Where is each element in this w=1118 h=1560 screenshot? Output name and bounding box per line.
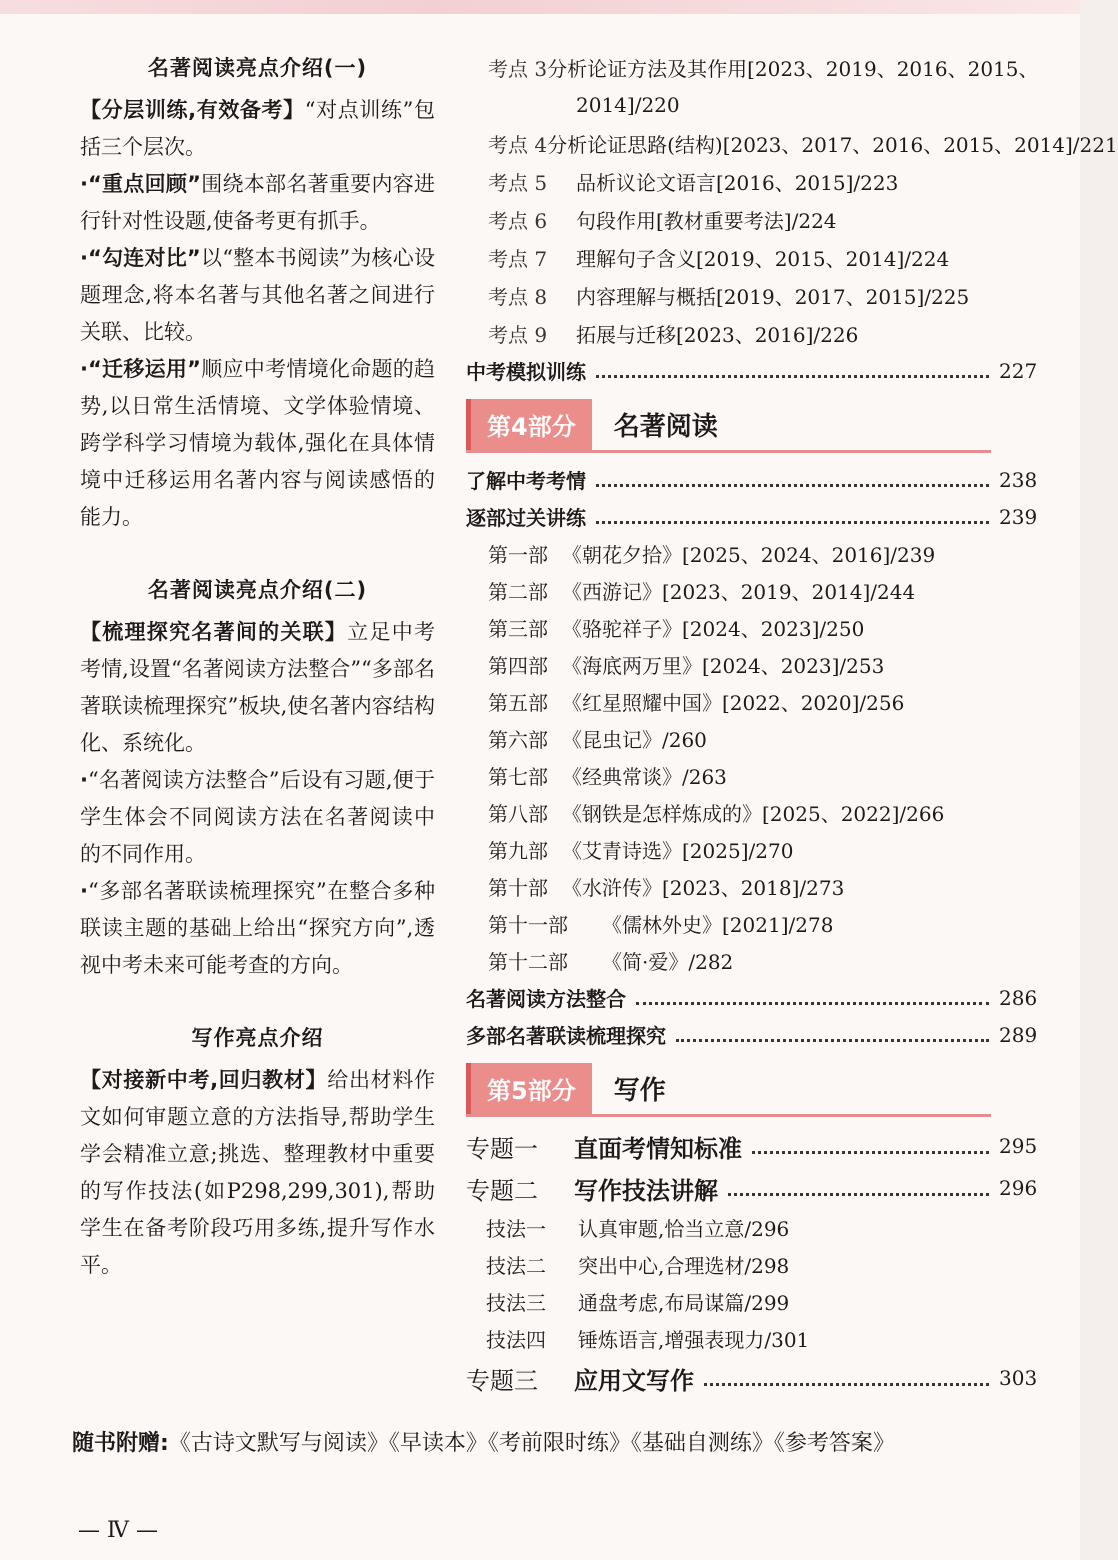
chapter-number: 第五部 <box>488 691 548 715</box>
kaodian-number: 考点 8 <box>488 284 548 309</box>
para-lead: · <box>80 768 88 792</box>
toc-label: 了解中考考情 <box>466 469 586 493</box>
topic-title: 直面考情知标准 <box>574 1133 742 1163</box>
chapter-title: 《经典常谈》/263 <box>562 765 727 789</box>
part-badge: 第5部分 <box>466 1063 592 1114</box>
technique-title: 通盘考虑,布局谋篇/299 <box>578 1291 790 1315</box>
toc-entry <box>466 1016 1038 1053</box>
topic-number: 专题三 <box>466 1366 538 1395</box>
leader-dots <box>596 484 989 487</box>
technique-row <box>466 1246 1031 1283</box>
chapter-number: 第十二部 <box>488 950 568 974</box>
technique-row <box>466 1209 1031 1246</box>
chapter-row <box>466 794 1031 831</box>
chapter-row <box>466 905 1031 942</box>
leader-dots <box>596 375 989 378</box>
kaodian-title: 句段作用[教材重要考法]/224 <box>576 208 837 233</box>
kaodian-number: 考点 7 <box>488 246 548 271</box>
part-title: 名著阅读 <box>613 411 718 442</box>
chapter-title: 《西游记》[2023、2019、2014]/244 <box>562 580 916 604</box>
topic-number: 专题二 <box>466 1176 538 1205</box>
para-lead: ·“勾连对比” <box>80 246 201 270</box>
para-lead: 【分层训练,有效备考】 <box>80 98 305 122</box>
kaodian-number: 考点 4 <box>488 132 548 157</box>
chapter-title: 《简·爱》/282 <box>602 950 734 974</box>
toc-page: 289 <box>999 1022 1038 1047</box>
kaodian-row <box>466 200 1031 238</box>
chapter-number: 第七部 <box>488 765 548 789</box>
para-text: 顺应中考情境化命题的趋势,以日常生活情境、文学体验情境、跨学科学习情境为载体,强化在具体情境中迁移运用名著内容与阅读感悟的能力。 <box>80 357 435 529</box>
chapter-row <box>466 831 1031 868</box>
kaodian-title: 内容理解与概括[2019、2017、2015]/225 <box>576 284 970 309</box>
technique-row <box>466 1320 1031 1357</box>
chapter-number: 第十一部 <box>488 913 568 937</box>
paragraph <box>80 762 435 873</box>
part-5-header <box>466 1059 1031 1117</box>
chapter-row <box>466 868 1031 905</box>
paragraph <box>80 351 435 536</box>
kaodian-row <box>466 124 1118 162</box>
technique-title: 突出中心,合理选材/298 <box>578 1254 790 1278</box>
leader-dots <box>636 1002 989 1005</box>
technique-number: 技法一 <box>486 1217 546 1241</box>
kaodian-row <box>466 314 1031 352</box>
left-column <box>80 52 435 1284</box>
topic-page: 303 <box>999 1366 1038 1390</box>
part-badge: 第4部分 <box>466 399 592 450</box>
paragraph <box>80 166 435 240</box>
part-rule <box>466 1114 991 1117</box>
right-column <box>466 48 1118 1399</box>
chapter-row <box>466 942 1031 979</box>
para-text: “名著阅读方法整合”后设有习题,便于学生体会不同阅读方法在名著阅读中的不同作用。 <box>80 768 435 866</box>
toc-label: 多部名著联读梳理探究 <box>466 1024 666 1048</box>
bonus-materials-line <box>72 1426 895 1457</box>
section-title-2: 名著阅读亮点介绍(二) <box>147 578 368 602</box>
technique-number: 技法二 <box>486 1254 546 1278</box>
chapter-number: 第八部 <box>488 802 548 826</box>
footer-text: 《古诗文默写与阅读》《早读本》《考前限时练》《基础自测练》《参考答案》 <box>168 1431 895 1456</box>
chapter-number: 第三部 <box>488 617 548 641</box>
kaodian-title: 2014]/220 <box>576 93 680 117</box>
kaodian-number: 考点 9 <box>488 322 548 347</box>
page-number: — Ⅳ — <box>78 1518 158 1543</box>
toc-page: 238 <box>999 467 1038 492</box>
toc-entry-mock <box>466 352 1038 389</box>
chapter-title: 《钢铁是怎样炼成的》[2025、2022]/266 <box>562 802 945 826</box>
topic-title: 写作技法讲解 <box>574 1175 718 1205</box>
kaodian-title: 品析议论文语言[2016、2015]/223 <box>576 170 899 195</box>
chapter-number: 第一部 <box>488 543 548 567</box>
technique-title: 锤炼语言,增强表现力/301 <box>578 1328 810 1352</box>
paragraph <box>80 240 435 351</box>
part-4-header <box>466 395 1031 453</box>
toc-entry <box>466 498 1038 535</box>
topic-title: 应用文写作 <box>574 1365 694 1395</box>
kaodian-title: 分析论证方法及其作用[2023、2019、2016、2015、 <box>547 56 1039 81</box>
technique-number: 技法三 <box>486 1291 546 1315</box>
chapter-row <box>466 609 1031 646</box>
kaodian-number: 考点 6 <box>488 208 548 233</box>
paragraph <box>80 614 435 762</box>
chapter-row <box>466 720 1031 757</box>
para-text: 给出材料作文如何审题立意的方法指导,帮助学生学会精准立意;挑选、整理教材中重要的写作技法(如P298,299,301),帮助学生在备考阶段巧用多练,提升写作水平。 <box>80 1068 436 1277</box>
chapter-row <box>466 535 1031 572</box>
chapter-title: 《红星照耀中国》[2022、2020]/256 <box>562 691 905 715</box>
chapter-title: 《骆驼祥子》[2024、2023]/250 <box>562 617 865 641</box>
para-text: 围绕本部名著重要内容进行针对性设题,使备考更有抓手。 <box>80 172 435 233</box>
spacer <box>80 536 435 574</box>
kaodian-row <box>466 162 1031 200</box>
chapter-number: 第十部 <box>488 876 548 900</box>
para-lead: · <box>80 879 88 903</box>
para-lead: ·“迁移运用” <box>80 357 201 381</box>
topic-number: 专题一 <box>466 1134 538 1163</box>
toc-page: 239 <box>999 504 1038 529</box>
toc-entry <box>466 461 1038 498</box>
leader-dots <box>704 1383 989 1386</box>
chapter-number: 第二部 <box>488 580 548 604</box>
chapter-row <box>466 757 1031 794</box>
kaodian-number: 考点 5 <box>488 170 548 195</box>
leader-dots <box>676 1039 989 1042</box>
toc-page: 227 <box>999 358 1038 383</box>
leader-dots <box>752 1151 989 1154</box>
chapter-number: 第九部 <box>488 839 548 863</box>
toc-entry <box>466 979 1038 1016</box>
kaodian-title: 分析论证思路(结构)[2023、2017、2016、2015、2014]/221 <box>547 132 1118 157</box>
kaodian-title: 理解句子含义[2019、2015、2014]/224 <box>576 246 950 271</box>
chapter-title: 《海底两万里》[2024、2023]/253 <box>562 654 885 678</box>
section-title-1: 名著阅读亮点介绍(一) <box>147 56 368 80</box>
para-lead: 【对接新中考,回归教材】 <box>80 1068 328 1092</box>
topic-row <box>466 1357 1038 1399</box>
topic-row <box>466 1125 1038 1167</box>
topic-row <box>466 1167 1038 1209</box>
chapter-title: 《昆虫记》/260 <box>562 728 707 752</box>
technique-number: 技法四 <box>486 1328 546 1352</box>
footer-lead: 随书附赠: <box>72 1431 169 1456</box>
para-text: 以“整本书阅读”为核心设题理念,将本名著与其他名著之间进行关联、比较。 <box>80 246 435 344</box>
toc-label: 逐部过关讲练 <box>466 506 586 530</box>
para-lead: 【梳理探究名著间的关联】 <box>80 620 348 644</box>
chapter-number: 第四部 <box>488 654 548 678</box>
chapter-row <box>466 572 1031 609</box>
para-text: “多部名著联读梳理探究”在整合多种联读主题的基础上给出“探究方向”,透视中考未来可能考查的方向。 <box>80 879 435 977</box>
leader-dots <box>728 1193 989 1196</box>
part-title: 写作 <box>613 1075 666 1106</box>
toc-label: 中考模拟训练 <box>466 360 586 384</box>
chapter-title: 《水浒传》[2023、2018]/273 <box>562 876 845 900</box>
paragraph <box>80 1062 435 1284</box>
toc-label: 名著阅读方法整合 <box>466 987 626 1011</box>
chapter-title: 《朝花夕拾》[2025、2024、2016]/239 <box>562 543 936 567</box>
leader-dots <box>596 521 989 524</box>
chapter-number: 第六部 <box>488 728 548 752</box>
paragraph <box>80 92 435 166</box>
part-rule <box>466 450 991 453</box>
chapter-title: 《艾青诗选》[2025]/270 <box>562 839 794 863</box>
paragraph <box>80 873 435 984</box>
chapter-row <box>466 683 1031 720</box>
kaodian-row <box>466 86 1031 124</box>
chapter-title: 《儒林外史》[2021]/278 <box>602 913 834 937</box>
top-color-band <box>0 0 1080 14</box>
technique-title: 认真审题,恰当立意/296 <box>578 1217 790 1241</box>
spacer <box>80 984 435 1022</box>
kaodian-row <box>466 276 1031 314</box>
chapter-row <box>466 646 1031 683</box>
kaodian-row <box>466 48 1039 86</box>
toc-page: 286 <box>999 985 1038 1010</box>
section-title-3: 写作亮点介绍 <box>191 1026 324 1050</box>
kaodian-row <box>466 238 1031 276</box>
topic-page: 296 <box>999 1176 1038 1200</box>
topic-page: 295 <box>999 1134 1038 1158</box>
para-text: 立足中考考情,设置“名著阅读方法整合”“多部名著联读梳理探究”板块,使名著内容结构化、系统化。 <box>80 620 436 755</box>
kaodian-number: 考点 3 <box>488 56 548 81</box>
para-lead: ·“重点回顾” <box>80 172 201 196</box>
para-text: “对点训练”包括三个层次。 <box>80 98 435 159</box>
kaodian-title: 拓展与迁移[2023、2016]/226 <box>576 322 859 347</box>
technique-row <box>466 1283 1031 1320</box>
